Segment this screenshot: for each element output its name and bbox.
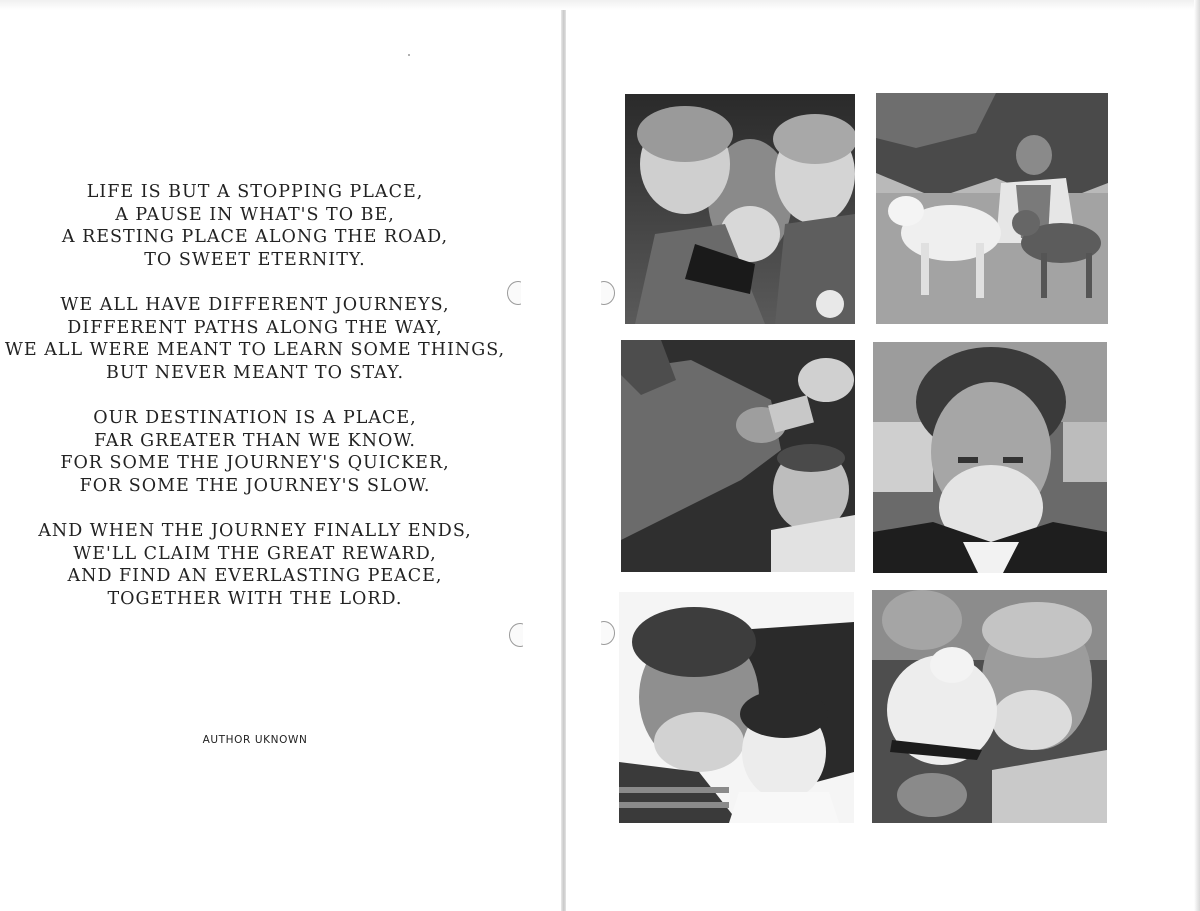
poem-line: TO SWEET ETERNITY. (144, 249, 366, 270)
photo-portrait-bearded-man (873, 342, 1107, 573)
photo-man-with-donkey-image (621, 340, 855, 572)
poem (0, 181, 510, 633)
poem-line: WE'LL CLAIM THE GREAT REWARD, (73, 543, 437, 564)
photo-man-with-two-boys (625, 94, 855, 324)
paper-right-edge (1194, 0, 1200, 911)
photo-man-with-white-dog (872, 590, 1107, 823)
paper-speck (408, 54, 410, 56)
poem-stanza-1 (0, 181, 510, 271)
poem-line: WE ALL WERE MEANT TO LEARN SOME THINGS, (4, 340, 506, 360)
poem-stanza-3 (0, 407, 510, 497)
right-page (566, 0, 1200, 911)
poem-line: A PAUSE IN WHAT'S TO BE, (115, 204, 395, 225)
photo-man-with-donkey (621, 340, 855, 572)
poem-line: OUR DESTINATION IS A PLACE, (93, 408, 417, 428)
poem-line: DIFFERENT PATHS ALONG THE WAY, (67, 317, 443, 338)
photo-man-with-dogs (876, 93, 1108, 324)
poem-line: FOR SOME THE JOURNEY'S SLOW. (79, 475, 431, 496)
photo-man-with-white-dog-image (872, 590, 1107, 823)
poem-line: WE ALL HAVE DIFFERENT JOURNEYS, (60, 295, 450, 315)
poem-line: AND FIND AN EVERLASTING PEACE, (67, 566, 443, 586)
poem-line: TOGETHER WITH THE LORD. (107, 588, 403, 609)
poem-line: AND WHEN THE JOURNEY FINALLY ENDS, (38, 521, 472, 541)
poem-author: AUTHOR UKNOWN (202, 734, 308, 746)
poem-line: FAR GREATER THAN WE KNOW. (94, 430, 416, 451)
photo-man-with-toddler (619, 592, 854, 823)
photo-man-with-two-boys-image (625, 94, 855, 324)
photo-man-with-dogs-image (876, 93, 1108, 324)
poem-line: LIFE IS BUT A STOPPING PLACE, (86, 182, 424, 202)
poem-line: BUT NEVER MEANT TO STAY. (105, 362, 405, 383)
paper-top-edge (0, 0, 1200, 10)
poem-stanza-2 (0, 294, 510, 384)
poem-stanza-4 (0, 520, 510, 610)
left-page (0, 0, 562, 911)
poem-line: FOR SOME THE JOURNEY'S QUICKER, (60, 453, 450, 473)
photo-portrait-bearded-man-image (873, 342, 1107, 573)
poem-line: A RESTING PLACE ALONG THE ROAD, (61, 227, 449, 247)
photo-man-with-toddler-image (619, 592, 854, 823)
